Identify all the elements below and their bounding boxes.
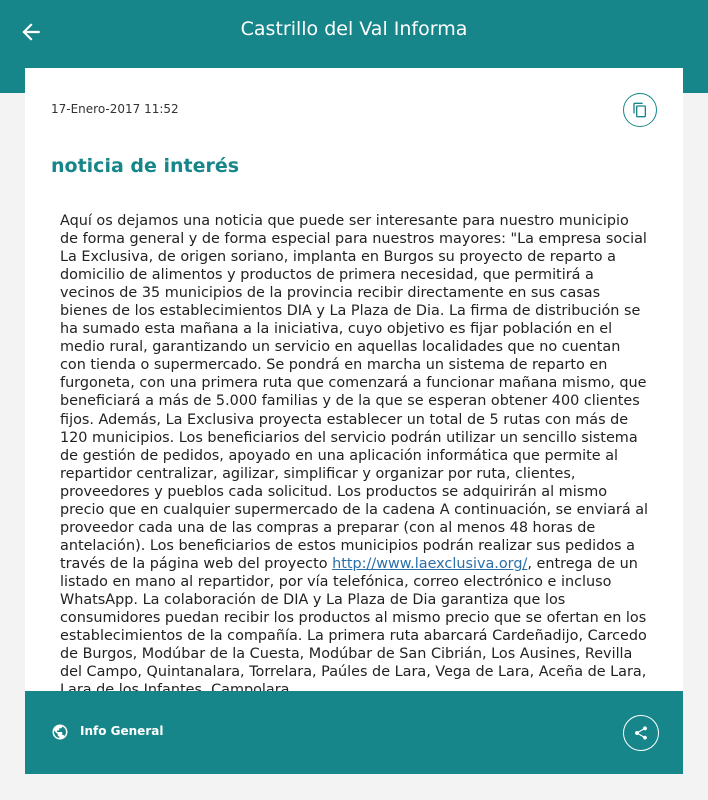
share-icon bbox=[633, 725, 649, 741]
article-link[interactable]: http://www.laexclusiva.org/ bbox=[332, 555, 528, 572]
copy-button[interactable] bbox=[623, 93, 657, 127]
article-body-end: , entrega de un listado en mano al repartidor, por vía telefónica, correo electrónico e incluso WhatsApp. La colaboración de DIA y La Plaza de Dia garantiza que los consumidores puedan recibir los productos al mismo precio que se ofertan en los establecimientos de la compañía. La primera ruta abarcará Cardeñadijo, Carcedo de Burgos, Modúbar de la Cuesta, Modúbar de San Cibrián, Los Ausines, Revilla del Campo, Quintanalara, Torrelara, Paúles de Lara, Vega de Lara, Aceña de Lara, bbox=[60, 555, 647, 681]
copy-icon bbox=[632, 102, 648, 118]
globe-icon bbox=[51, 723, 69, 741]
article-body bbox=[60, 212, 650, 689]
category-label: Info General bbox=[80, 724, 164, 738]
article-card bbox=[25, 68, 683, 774]
article-date: 17-Enero-2017 11:52 bbox=[51, 102, 179, 116]
share-button[interactable] bbox=[623, 715, 659, 751]
bottom-bar bbox=[25, 691, 683, 774]
article-body-start: Aquí os dejamos una noticia que puede ser interesante para nuestro municipio de forma general y de forma especial para nuestros mayores: "La empresa social La Exclusiva, de origen soriano, implanta en Burgos su proyecto de reparto a domicilio de alimentos y productos de primera necesidad, que permitirá a vecinos de 35 municipios de la provincia recibir directamente en sus casas bienes de los establecimientos DIA y La Plaza de Dia. La firma de distribución se ha sumado esta mañana a la iniciativa, cuyo objetivo es fijar población en el medio rural, garantizando un servicio en aquellas localidades que no cuentan con tienda o supermercado. Se pondrá en marcha un sistema de reparto en furgoneta, con una primera ruta que comenzará a funcionar mañana mismo, que beneficiará a más de 5.000 familias y de la que se esperan obtener 400 clientes fijos. Además, La Exclusiva proyecta establecer un total de 5 rutas con más de 120 municipios. Los beneficiarios del servicio podrán utilizar un sencillo sistema de gestión de pedidos, apoyado en una aplicación informática que permite al repartidor centralizar, agilizar, simplificar y organizar por ruta, clientes, proveedores y pueblos cada solicitud. Los productos se adquirirán al mismo precio que en cualquier supermercado de la cadena A continuación, se enviará al proveedor cada una de las compras a preparar (con al menos 48 horas de antelación). Los beneficiarios de estos municipios podrán realizar sus pedidos a través de la página web del proyecto bbox=[60, 213, 649, 572]
article-title: noticia de interés bbox=[51, 155, 240, 177]
app-title: Castrillo del Val Informa bbox=[240, 18, 468, 40]
